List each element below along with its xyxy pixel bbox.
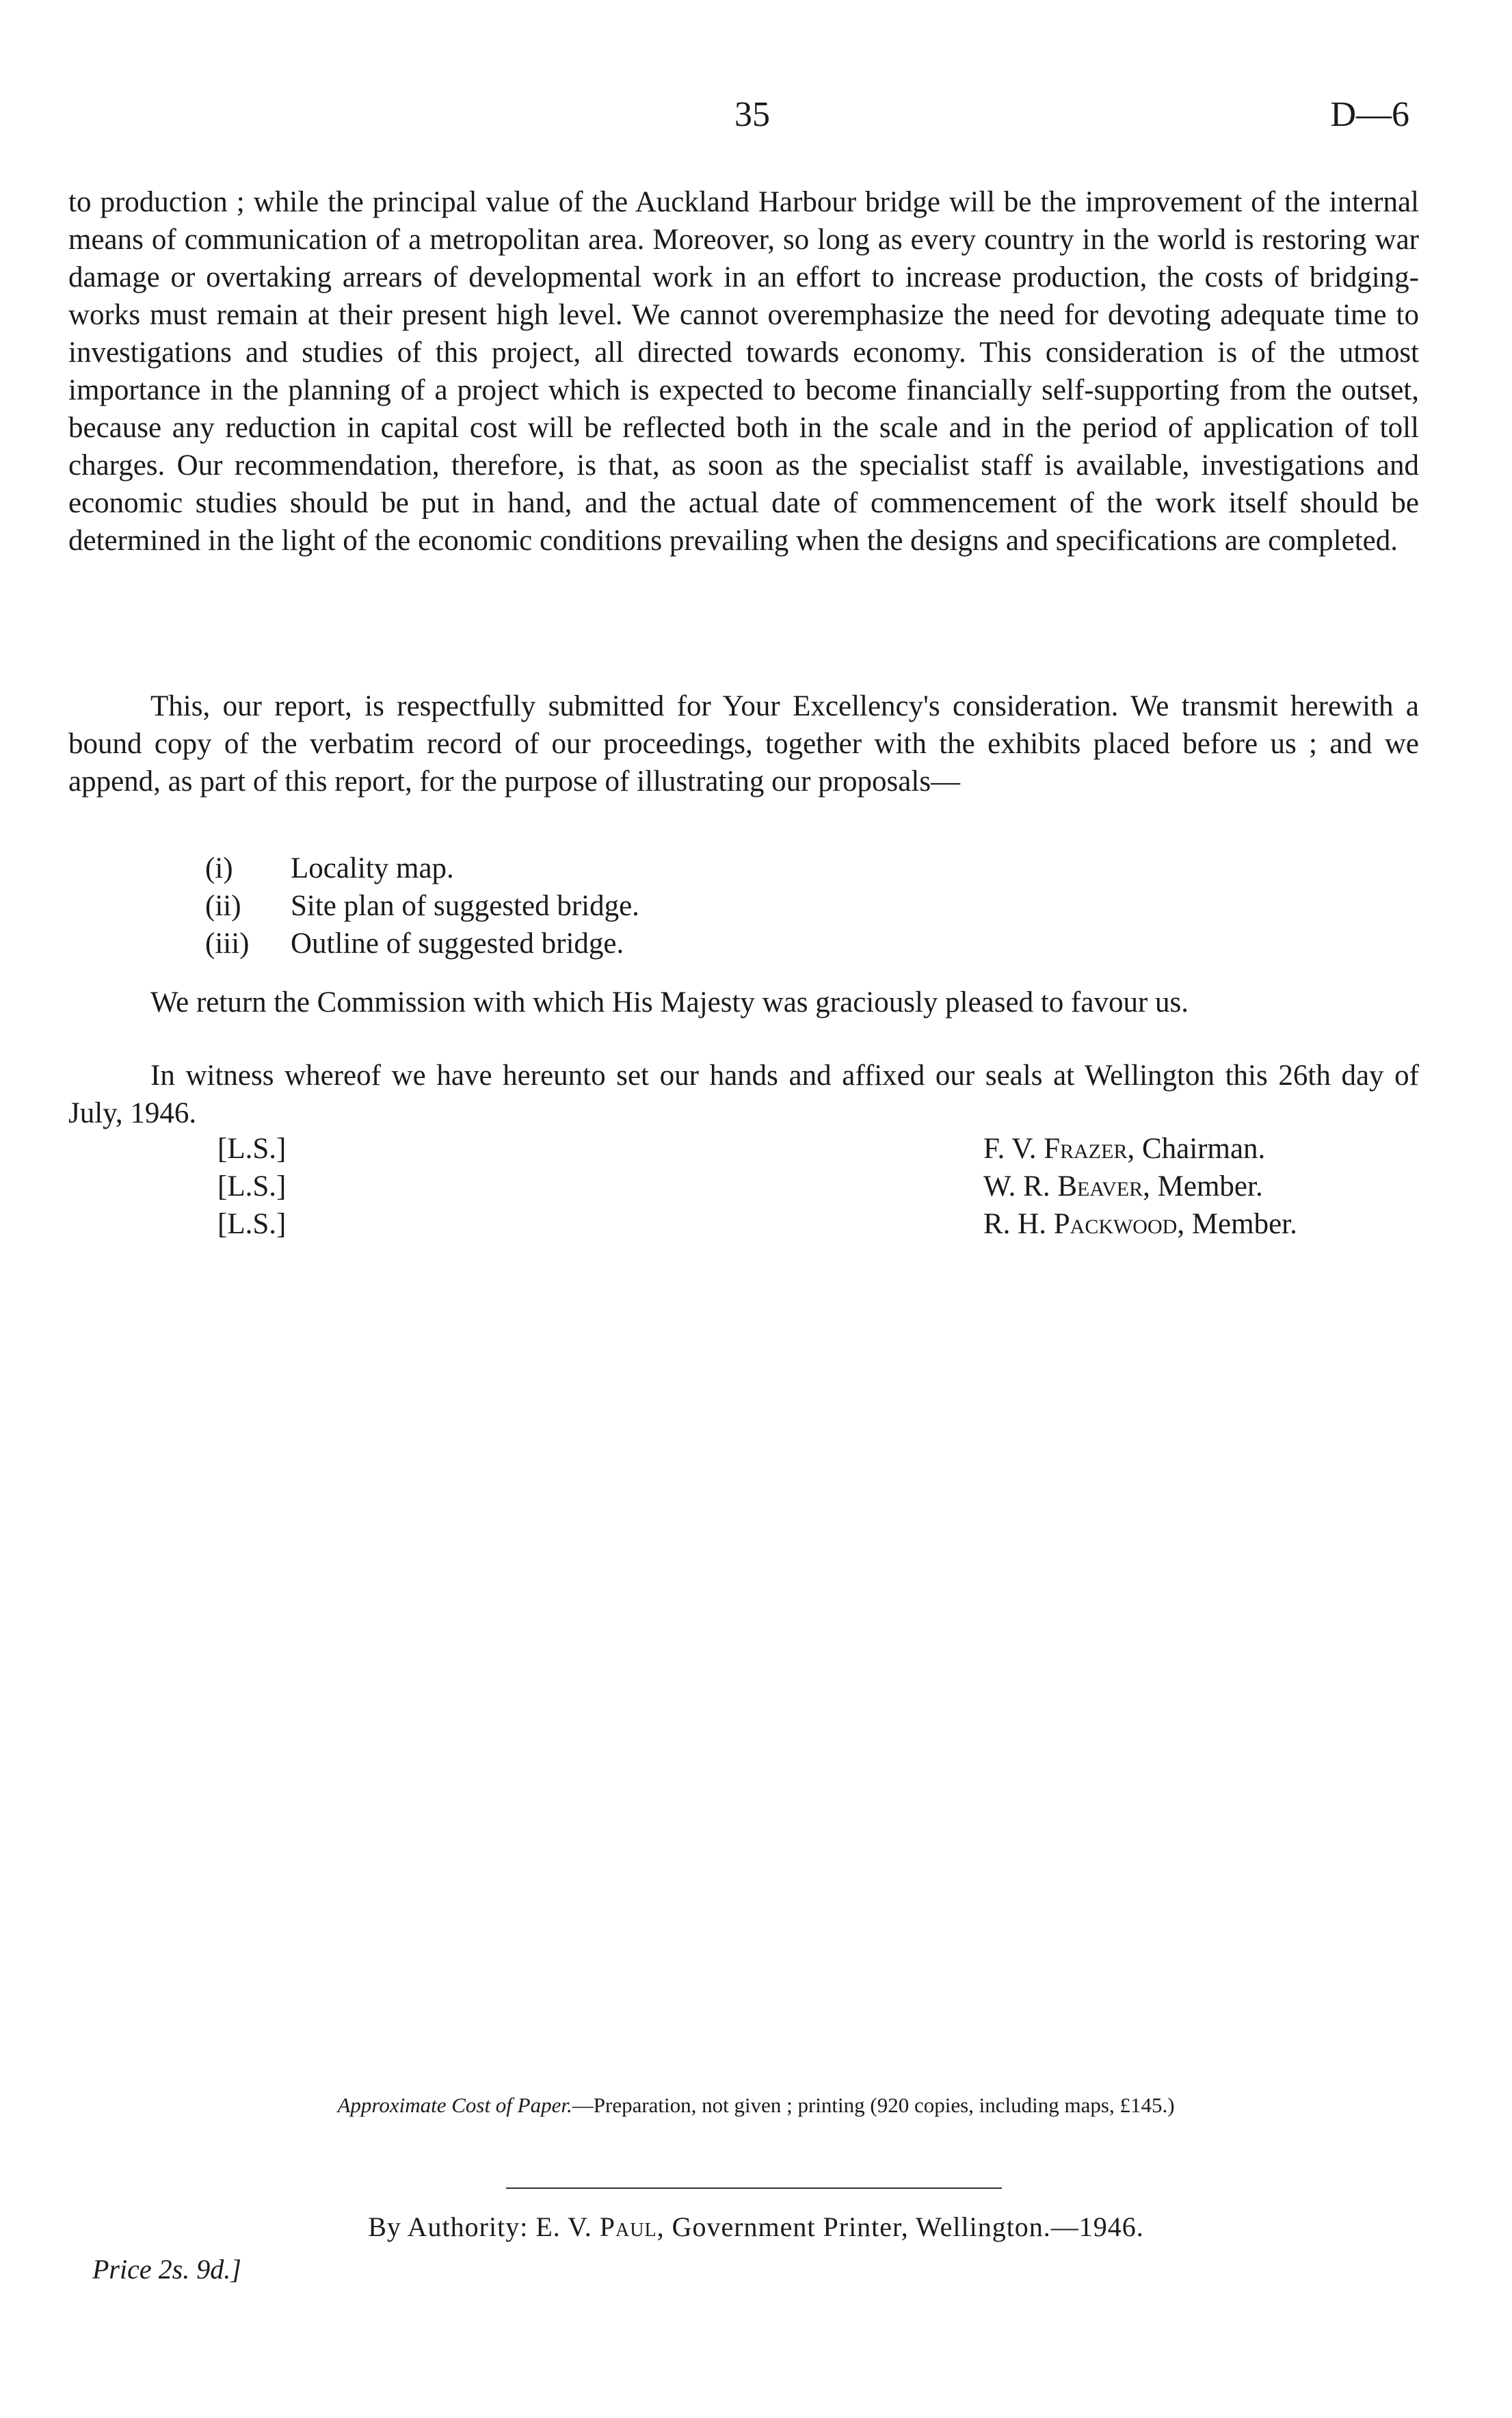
paragraph-submission bbox=[68, 687, 1419, 800]
signer-role: , Chairman. bbox=[1127, 1133, 1266, 1165]
list-item-number: (i) bbox=[205, 852, 233, 884]
list-item-text: Locality map. bbox=[291, 852, 454, 884]
paragraph-text: We return the Commission with which His Majesty was graciously pleased to favour us. bbox=[150, 986, 1189, 1019]
paragraph-text: to production ; while the principal value of the Auckland Harbour bridge will be the improvement of the internal means of communication of a metropolitan area. Moreover, so long as every country in the world is restoring war damage or overtaking arrears of developmental work in an effort to increase production, the costs of bridging-works must remain at their present high level. We cannot overemphasize the need for devoting adequate time to investigations and studies of this project, all directed towards economy. This consideration is of the utmost importance in the planning of a project which is expected to become financially self-supporting from the outset, because any reduction in capital cost will be reflected both in the scale and in the period of application of toll charges. Our recommendation, therefore, is that, as soon as the specialist staff is available, investigations and economic studies should be put in hand, and the actual date of commencement of the work itself should be determined in the light of the economic conditions prevailing when the designs and specifications are completed. bbox=[68, 186, 1419, 557]
signer-name bbox=[983, 1130, 1421, 1168]
paragraph-witness bbox=[68, 1057, 1419, 1132]
paragraph-economy bbox=[68, 183, 1419, 560]
authority-prefix: By Authority: E. V. bbox=[368, 2211, 600, 2242]
cost-text: —Preparation, not given ; printing (920 copies, including maps, £145.) bbox=[572, 2093, 1175, 2117]
list-item bbox=[205, 925, 639, 962]
signer-surname: Frazer bbox=[1044, 1133, 1128, 1165]
list-item-number: (iii) bbox=[205, 928, 250, 960]
cost-label: Approximate Cost of Paper. bbox=[337, 2093, 572, 2117]
authority-name: Paul bbox=[599, 2211, 657, 2242]
signer-role: , Member. bbox=[1143, 1170, 1263, 1203]
signer-role: , Member. bbox=[1177, 1208, 1297, 1240]
seal-mark: [L.S.] bbox=[217, 1170, 287, 1203]
cost-note bbox=[0, 2093, 1512, 2118]
signature-block bbox=[217, 1130, 1421, 1243]
signature-row bbox=[217, 1130, 1421, 1168]
seal-mark: [L.S.] bbox=[217, 1133, 287, 1165]
signer-name bbox=[983, 1168, 1421, 1205]
signer-surname: Beaver bbox=[1057, 1170, 1143, 1203]
price-note: Price 2s. 9d.] bbox=[92, 2254, 241, 2285]
signature-row bbox=[217, 1205, 1421, 1243]
printer-authority bbox=[0, 2211, 1512, 2243]
signer-initials: W. R. bbox=[983, 1170, 1058, 1203]
list-item-number: (ii) bbox=[205, 890, 241, 922]
appendix-list bbox=[205, 850, 639, 962]
document-code: D—6 bbox=[1330, 95, 1409, 134]
list-item bbox=[205, 850, 639, 887]
list-item-text: Outline of suggested bridge. bbox=[291, 928, 624, 960]
list-item bbox=[205, 887, 639, 925]
list-item-text: Site plan of suggested bridge. bbox=[291, 890, 639, 922]
paragraph-return-commission bbox=[68, 984, 1419, 1021]
paragraph-text: In witness whereof we have hereunto set our hands and affixed our seals at Wellington this 26th day of July, 1946. bbox=[68, 1060, 1419, 1129]
page-number: 35 bbox=[734, 95, 770, 134]
paragraph-text: This, our report, is respectfully submitted for Your Excellency's consideration. We transmit herewith a bound copy of the verbatim record of our proceedings, together with the exhibits placed before us ; and we append, as part of this report, for the purpose of illustrating our proposals— bbox=[68, 690, 1419, 798]
signer-surname: Packwood bbox=[1053, 1208, 1178, 1240]
signer-initials: R. H. bbox=[983, 1208, 1054, 1240]
authority-suffix: , Government Printer, Wellington.—1946. bbox=[656, 2211, 1144, 2242]
divider bbox=[506, 2187, 1002, 2189]
signer-name bbox=[983, 1205, 1421, 1243]
signature-row bbox=[217, 1168, 1421, 1205]
signer-initials: F. V. bbox=[983, 1133, 1044, 1165]
seal-mark: [L.S.] bbox=[217, 1208, 287, 1240]
